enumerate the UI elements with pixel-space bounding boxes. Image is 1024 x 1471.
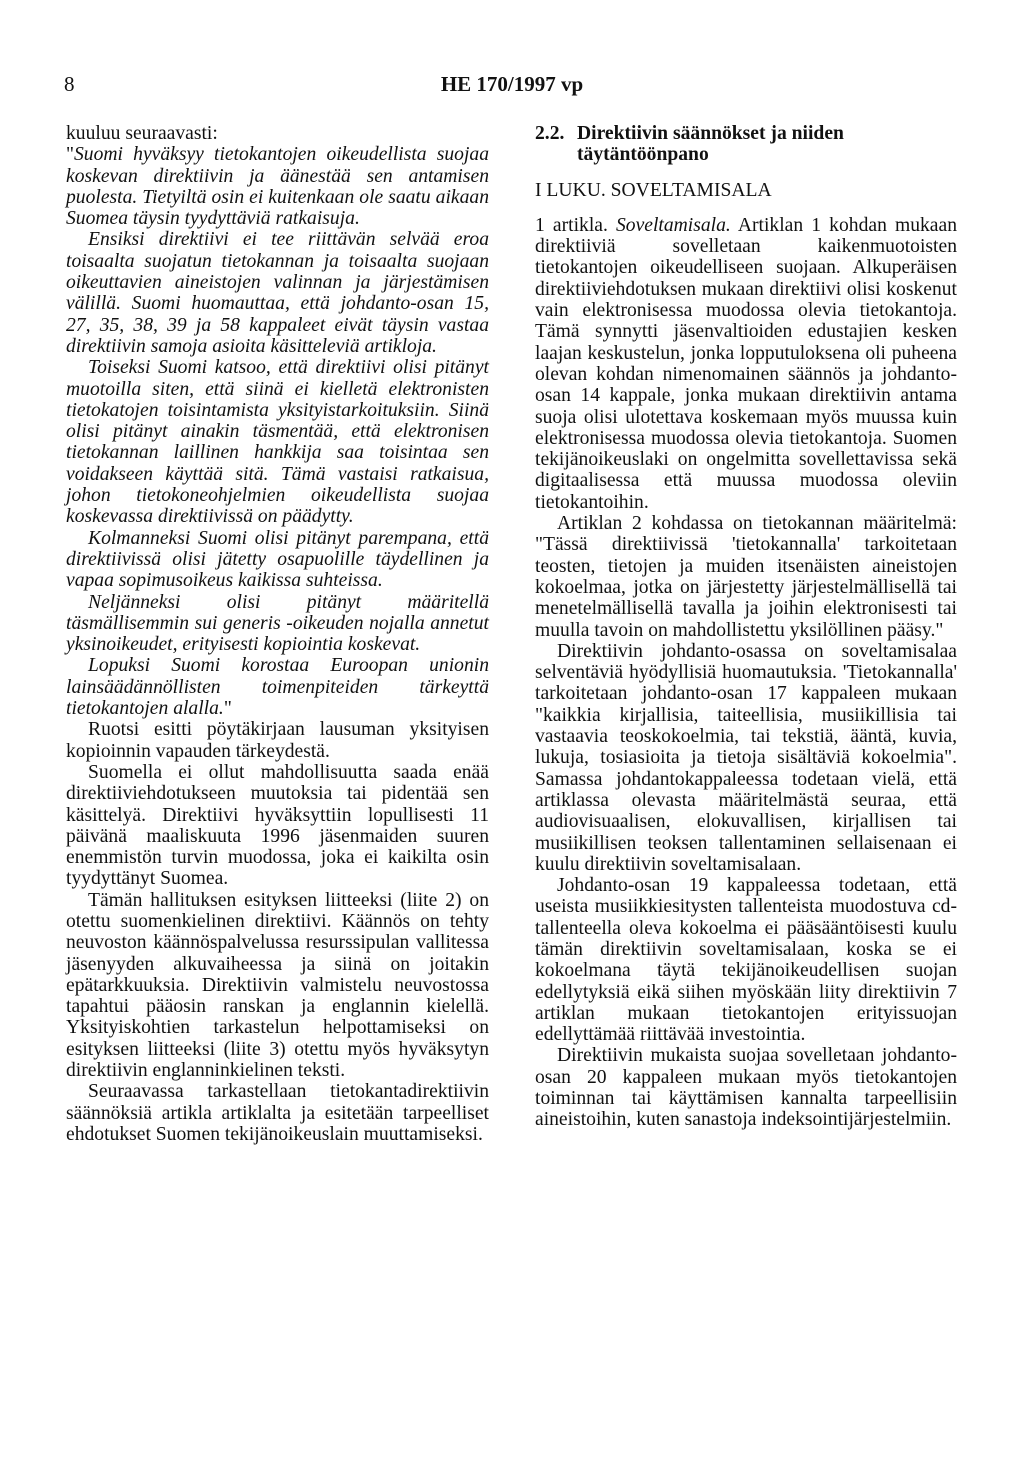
quote-paragraph-1-text: Suomi hyväksyy tietokantojen oikeudellista suojaa koskevan direktiivin ja äänestää sen antamisen puolesta. Tietyiltä osin ei kuitenkaan ole saatu aikaan Suomea täysin tyydyttäviä ratkaisuja.: [66, 144, 489, 230]
article-paragraph-5: Direktiivin mukaista suojaa sovelletaan johdanto-osan 20 kappaleen mukaan myös tietokantojen toiminnan tai käyttämisen kannalta tarpeellisiin aineistoihin, kuten sanastoja indeksointijärjestelmiin.: [535, 1045, 957, 1131]
quote-paragraph-6: [66, 655, 489, 719]
paragraph-7: Ruotsi esitti pöytäkirjaan lausuman yksityisen kopioinnin vapauden tärkeydestä.: [66, 719, 489, 762]
section-title: Direktiivin säännökset ja niiden täytäntöönpano: [577, 123, 844, 166]
quote-paragraph-4: Kolmanneksi Suomi olisi pitänyt parempana, että direktiivissä olisi jätetty osapuolille täydellinen ja vapaa sopimusoikeus kaikissa suhteissa.: [66, 527, 489, 592]
quote-paragraph-2: Ensiksi direktiivi ei tee riittävän selvää eroa toisaalta suojatun tietokannan ja toisaalta suojaan oikeuttavien aineistojen valinnan ja järjestämisen välillä. Suomi huomauttaa, että johdanto-osan 15, 27, 35, 38, 39 ja 58 kappaleet eivät täysin vastaa direktiivin samoja asioita käsitteleviä artikloja.: [66, 229, 489, 357]
article-paragraph: [535, 215, 957, 513]
quote-paragraph-1: [66, 144, 489, 229]
article-label: 1 artikla.: [535, 214, 608, 236]
section-number: 2.2.: [535, 123, 565, 144]
article-title: Soveltamisala.: [615, 214, 731, 236]
article-paragraph-4: Johdanto-osan 19 kappaleessa todetaan, että useista musiikkiesitysten tallenteista muodostuva cd-tallenteella oleva kokoelma ei pääsääntöisesti kuulu tämän direktiivin soveltamisalaan, koska se ei kokoelmana täytä tekijänoikeudellisen suojan edellytyksiä eikä siihen myöskään liity direktiivin 7 artiklan mukaan tietokantojen erityissuojan edellyttämää riittävää investointia.: [535, 875, 957, 1046]
article-paragraph-3: Direktiivin johdanto-osassa on soveltamisalaa selventäviä hyödyllisiä huomautuksia. 'Tietokannalla' tarkoitetaan johdanto-osan 17 kappaleen mukaan "kaikkia kirjallisia, taiteellisia, musiikillisia tai vastaavia teoskokoelmia, tai tekstiä, ääntä, kuvia, lukuja, tosiasioita ja tietoja sisältäviä kokoelmia". Samassa johdantokappaleessa todetaan vielä, että artiklassa olevasta määritelmästä seuraa, että audiovisuaalisen, elokuvallisen, kirjallisen tai musiikillisen teoksen tallentaminen sellaisenaan ei kuulu direktiivin soveltamisalaan.: [535, 640, 957, 875]
quote-paragraph-5: Neljänneksi olisi pitänyt määritellä täsmällisemmin sui generis -oikeuden nojalla annetut yksinoikeudet, erityisesti kopiointia koskevat.: [66, 591, 489, 656]
paragraph-8: Suomella ei ollut mahdollisuutta saada enää direktiiviehdotukseen muutoksia tai pidentää sen käsittelyä. Direktiivi hyväksyttiin lopullisesti 11 päivänä maaliskuuta 1996 jäsenmaiden suuren enemmistön turvin muodossa, joka ei kaikilta osin tyydyttänyt Suomea.: [66, 761, 489, 890]
running-head: HE 170/1997 vp: [440, 72, 584, 96]
article-paragraph-2: Artiklan 2 kohdassa on tietokannan määritelmä: "Tässä direktiivissä 'tietokannalla' tarkoitetaan teosten, tietojen ja muiden itsenäisten aineistojen kokoelmaa, jotka on järjestetty järjestelmällisellä tai menetelmällisellä tavalla ja joihin elektronisesti tai muulla tavoin on mahdollistettu yksilöllinen pääsy.": [535, 513, 957, 641]
quote-paragraph-3: Toiseksi Suomi katsoo, että direktiivi olisi pitänyt muotoilla siten, että siinä ei kielletä elektronisten tietokatojen toisintamista yksityistarkoituksiin. Siinä olisi pitänyt ainakin täsmentää, että elektronisen tietokannan laillinen hankkija saa toisintaa sen voidakseen käyttää sitä. Tämä vastaisi ratkaisua, johon tietokoneohjelmien oikeudellista suojaa koskevassa direktiivissä on päädytty.: [66, 357, 489, 528]
intro-text: kuuluu seuraavasti:: [66, 123, 218, 144]
article-paragraph-1: Artiklan 1 kohdan mukaan direktiiviä sovelletaan kaikenmuotoisten tietokantojen oikeudelliseen suojaan. Alkuperäisen direktiiviehdotuksen mukaan direktiivi olisi koskenut vain elektronisessa muodossa olevia tietokantoja. Tämä synnytti jäsenvaltioiden edustajien kesken laajan keskustelun, jonka lopputuloksena oli puheena olevan kohdan nimenomainen säännös ja johdanto-osan 14 kappale, jonka mukaan direktiivin antama suoja olisi ulotettava koskemaan myös muussa kuin elektronisessa muodossa olevia tietokantoja. Suomen tekijänoikeuslaki on ongelmitta sovellettavissa sekä digitaalisessa että muussa muodossa oleviin tietokantoihin.: [535, 214, 958, 513]
quote-open: ": [66, 144, 74, 166]
quote-close: ": [223, 698, 232, 720]
quote-paragraph-6-text: Lopuksi Suomi korostaa Euroopan unionin lainsäädännöllisten toimenpiteiden tärkeyttä tietokantojen alalla.: [66, 655, 489, 720]
section-heading: [535, 123, 957, 166]
paragraph-9: Tämän hallituksen esityksen liitteeksi (liite 2) on otettu suomenkielinen direktiivi. Käännös on tehty neuvoston käännöspalvelussa resurssipulan vallitessa jäsenyyden alkuvaiheessa ja siinä on joitakin epätarkkuuksia. Direktiivin valmistelu neuvostossa tapahtui pääosin ranskan ja englannin kielellä. Yksityiskohtien tarkastelun helpottamiseksi on esityksen liitteeksi (liite 3) otettu myös hyväksytyn direktiivin englanninkielinen teksti.: [66, 889, 489, 1082]
right-column: [535, 123, 957, 1131]
chapter-heading: I LUKU. SOVELTAMISALA: [535, 179, 772, 201]
left-column: [66, 123, 489, 1145]
page-number: 8: [64, 72, 75, 96]
paragraph-10: Seuraavassa tarkastellaan tietokantadirektiivin säännöksiä artikla artiklalta ja esitetään tarpeelliset ehdotukset Suomen tekijänoikeuslain muuttamiseksi.: [66, 1081, 489, 1145]
